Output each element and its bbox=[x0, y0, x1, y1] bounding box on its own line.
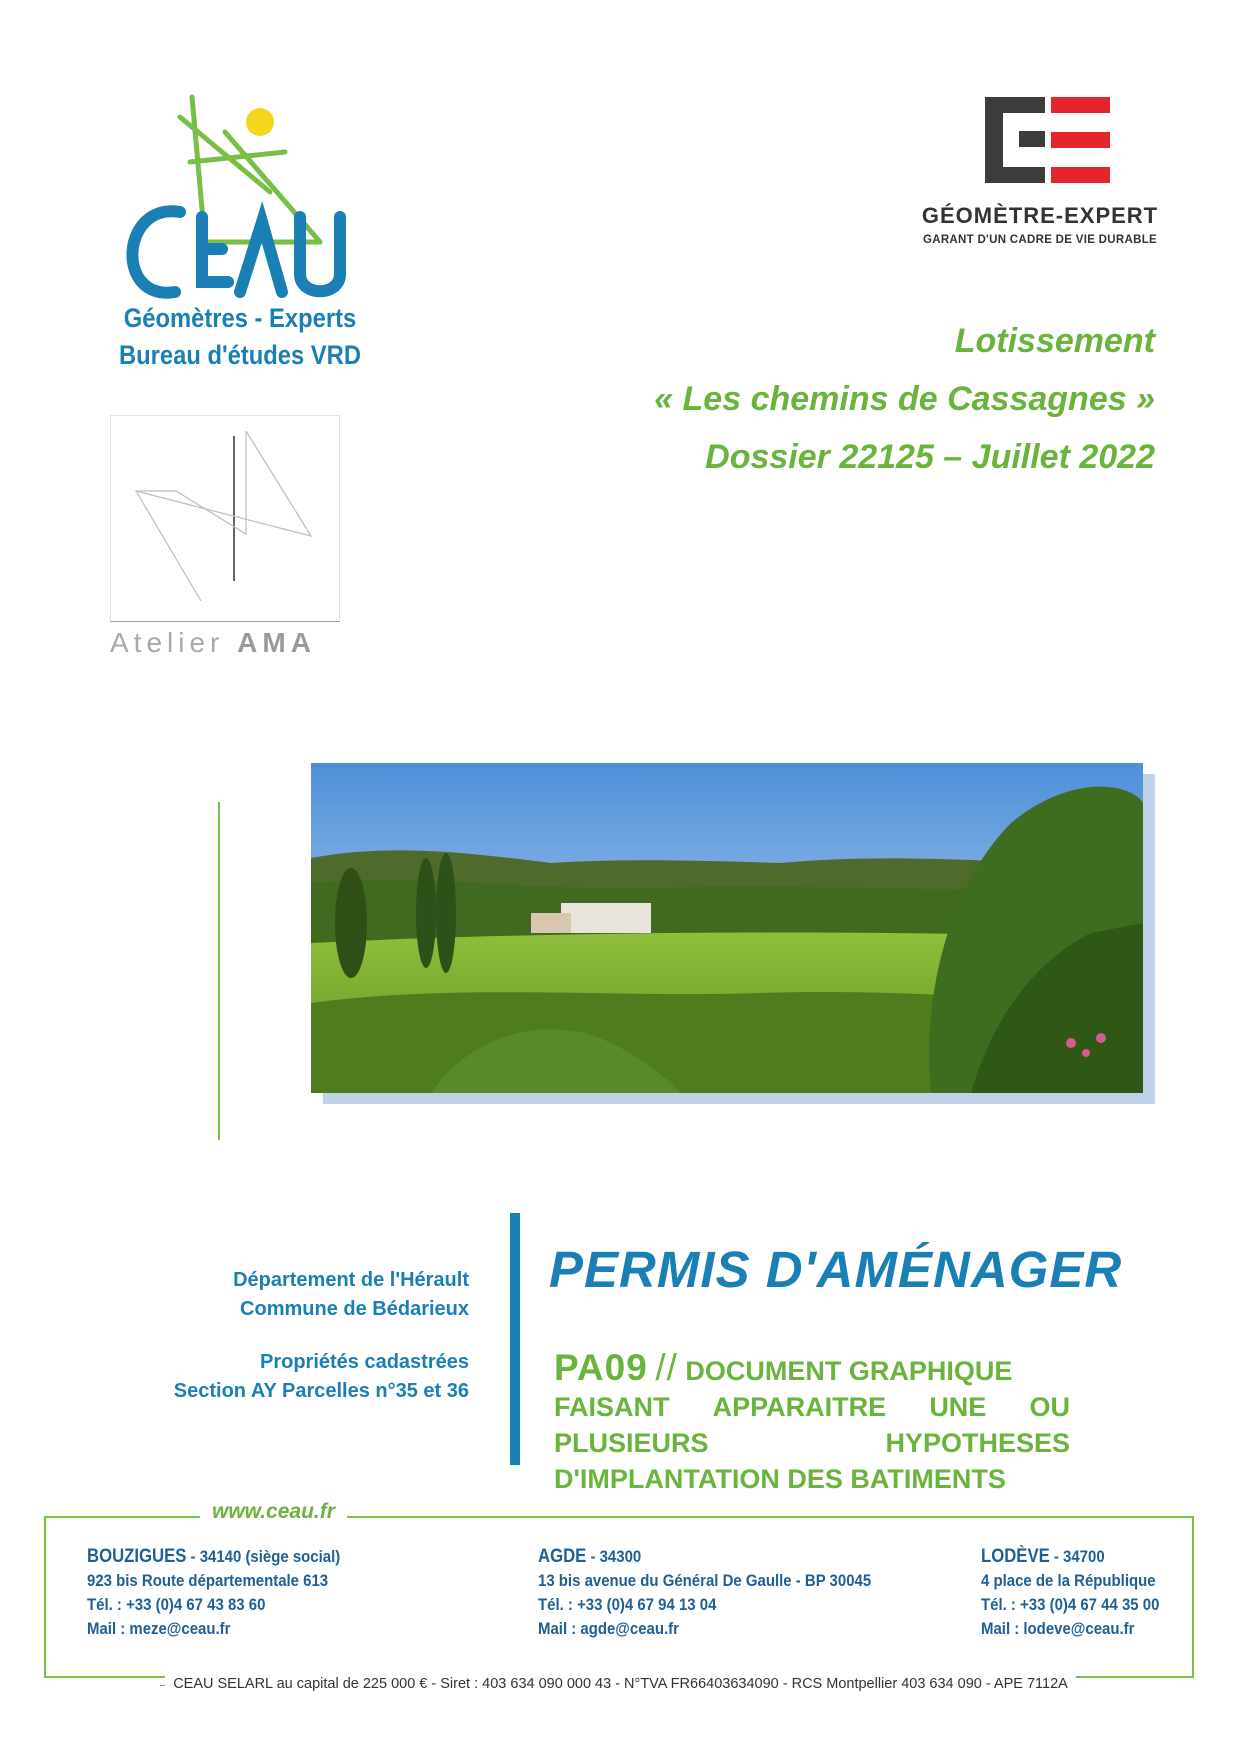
document-title bbox=[554, 1347, 1070, 1497]
atelier-ama-name bbox=[110, 627, 316, 659]
cadastre-title: Propriétés cadastrées bbox=[259, 1351, 469, 1373]
site-photo bbox=[311, 763, 1143, 1093]
document-title-text1: DOCUMENT GRAPHIQUE bbox=[685, 1356, 1013, 1386]
project-type: Lotissement bbox=[954, 322, 1155, 360]
office-address: 923 bis Route départementale 613 bbox=[87, 1571, 329, 1590]
cadastre-parcels: Section AY Parcelles n°35 et 36 bbox=[173, 1380, 469, 1402]
office-mail[interactable]: Mail : meze@ceau.fr bbox=[87, 1619, 231, 1638]
atelier-ama-drawing bbox=[111, 416, 339, 621]
office-city: AGDE bbox=[538, 1546, 587, 1567]
document-type: PERMIS D'AMÉNAGER bbox=[549, 1241, 1123, 1298]
office-suffix: - 34140 (siège social) bbox=[186, 1547, 341, 1566]
office-phone: Tél. : +33 (0)4 67 43 83 60 bbox=[87, 1595, 266, 1614]
office-address: 13 bis avenue du Général De Gaulle - BP 30045 bbox=[538, 1571, 872, 1590]
ceau-tagline bbox=[108, 300, 372, 374]
office-mail[interactable]: Mail : agde@ceau.fr bbox=[538, 1619, 679, 1638]
document-separator: // bbox=[655, 1347, 678, 1388]
ceau-tagline-1: Géomètres - Experts bbox=[123, 303, 357, 333]
geometre-expert-logo bbox=[985, 97, 1110, 183]
geometre-expert-title: GÉOMÈTRE-EXPERT bbox=[921, 203, 1159, 228]
title-word: OU bbox=[1029, 1392, 1070, 1422]
office-phone: Tél. : +33 (0)4 67 44 35 00 bbox=[981, 1595, 1160, 1614]
document-title-line2 bbox=[554, 1389, 1070, 1425]
legal-info bbox=[0, 1676, 1241, 1692]
document-code: PA09 bbox=[554, 1347, 648, 1388]
green-divider bbox=[218, 802, 220, 1140]
title-word: APPARAITRE bbox=[712, 1392, 887, 1422]
atelier-name: AMA bbox=[237, 627, 316, 658]
office-phone: Tél. : +33 (0)4 67 94 13 04 bbox=[538, 1595, 717, 1614]
project-dossier: Dossier 22125 – Juillet 2022 bbox=[705, 438, 1155, 476]
office-suffix: - 34300 bbox=[586, 1547, 642, 1566]
office-bouzigues bbox=[87, 1545, 340, 1641]
geometre-expert-subtitle: GARANT D'UN CADRE DE VIE DURABLE bbox=[922, 234, 1158, 246]
website-link[interactable]: www.ceau.fr bbox=[200, 1500, 347, 1524]
document-title-line3 bbox=[554, 1425, 1070, 1461]
office-lodeve bbox=[981, 1545, 1159, 1641]
title-word: PLUSIEURS bbox=[554, 1428, 709, 1458]
location-cadastre bbox=[69, 1348, 469, 1406]
document-title-line4: D'IMPLANTATION DES BATIMENTS bbox=[554, 1464, 1006, 1494]
title-word: HYPOTHESES bbox=[885, 1428, 1070, 1458]
title-word: UNE bbox=[929, 1392, 987, 1422]
atelier-ama-logo bbox=[110, 415, 340, 622]
ceau-tagline-2: Bureau d'études VRD bbox=[119, 340, 361, 370]
project-name: « Les chemins de Cassagnes » bbox=[654, 380, 1155, 418]
location-admin bbox=[69, 1266, 469, 1324]
office-suffix: - 34700 bbox=[1049, 1547, 1105, 1566]
office-city: LODÈVE bbox=[981, 1546, 1050, 1567]
document-title-line1 bbox=[554, 1347, 1070, 1389]
department: Département de l'Hérault bbox=[233, 1269, 469, 1291]
office-agde bbox=[538, 1545, 871, 1641]
atelier-prefix: Atelier bbox=[110, 627, 225, 658]
blue-divider bbox=[510, 1213, 520, 1465]
office-mail[interactable]: Mail : lodeve@ceau.fr bbox=[981, 1619, 1135, 1638]
title-word: FAISANT bbox=[554, 1392, 670, 1422]
office-city: BOUZIGUES bbox=[87, 1546, 187, 1567]
commune: Commune de Bédarieux bbox=[240, 1298, 469, 1320]
legal-text: CEAU SELARL au capital de 225 000 € - Siret : 403 634 090 000 43 - N°TVA FR66403634090 - RCS Montpellier 403 634 090 - APE 7112A bbox=[165, 1676, 1076, 1692]
office-address: 4 place de la République bbox=[981, 1571, 1156, 1590]
